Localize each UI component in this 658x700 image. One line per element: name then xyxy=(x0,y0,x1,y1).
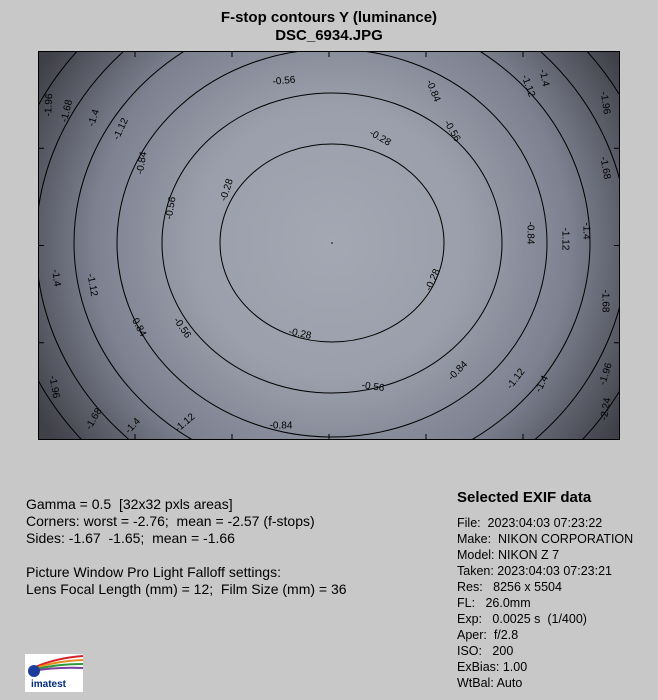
contour-label: -1.12 xyxy=(172,411,198,435)
plot-background xyxy=(38,51,620,440)
contour-label: -0.84 xyxy=(423,78,443,104)
contour-label: -2.24 xyxy=(598,396,614,422)
exif-row: Make: NIKON CORPORATION xyxy=(457,532,634,546)
contour-label: -0.56 xyxy=(163,195,179,221)
contour-label: -0.84 xyxy=(127,313,149,339)
contour-label: -1.96 xyxy=(43,93,56,117)
exif-row: Res: 8256 x 5504 xyxy=(457,580,562,594)
contour-label: -0.56 xyxy=(272,74,296,88)
contour-label: -1.4 xyxy=(123,416,144,437)
contour-label: -0.28 xyxy=(287,326,313,342)
exif-title: Selected EXIF data xyxy=(457,489,592,506)
pw-settings-title: Picture Window Pro Light Falloff settings: xyxy=(26,564,281,580)
contour-label: -1.4 xyxy=(533,373,551,395)
contour-label: -0.84 xyxy=(134,150,150,176)
contour-label: -0.28 xyxy=(367,127,393,149)
corners-text: Corners: worst = -2.76; mean = -2.57 (f-stops) xyxy=(26,513,315,529)
contour-label: -1.96 xyxy=(597,361,615,387)
exif-row: FL: 26.0mm xyxy=(457,596,531,610)
exif-row: ExBias: 1.00 xyxy=(457,660,528,674)
exif-row: Exp: 0.0025 s (1/400) xyxy=(457,612,587,626)
center-marker xyxy=(331,242,333,244)
pw-settings-values: Lens Focal Length (mm) = 12; Film Size (mm) = 36 xyxy=(26,581,347,597)
contour-label: -1.4 xyxy=(86,108,103,128)
contour-label: -1.12 xyxy=(111,116,131,142)
contour-label: -1.68 xyxy=(83,406,105,432)
exif-row: Model: NIKON Z 7 xyxy=(457,548,560,562)
contour-label: -0.28 xyxy=(218,177,236,203)
contour-label: -1.68 xyxy=(599,289,611,313)
chart-title: F-stop contours Y (luminance) xyxy=(220,9,438,26)
imatest-logo xyxy=(25,654,83,692)
exif-row: Taken: 2023:04:03 07:23:21 xyxy=(457,564,612,578)
contour-label: -1.4 xyxy=(580,222,592,240)
contour-label: -0.84 xyxy=(269,420,293,432)
contour-label: -1.96 xyxy=(46,374,62,400)
contour-label: -0.56 xyxy=(170,315,193,341)
exif-row: ISO: 200 xyxy=(457,644,514,658)
chart-subtitle: DSC_6934.JPG xyxy=(275,27,383,44)
contour-label: -1.4 xyxy=(49,268,63,288)
contour-label: -0.28 xyxy=(423,267,443,293)
exif-row: WtBal: Auto xyxy=(457,676,523,690)
contour-label: -1.12 xyxy=(84,272,100,298)
contour-label: -1.68 xyxy=(597,155,613,181)
logo-mark-icon xyxy=(25,654,83,680)
contour-label: -1.12 xyxy=(559,227,571,251)
sides-text: Sides: -1.67 -1.65; mean = -1.66 xyxy=(26,530,235,546)
contour-label: -0.84 xyxy=(524,221,536,245)
contour-label: -0.56 xyxy=(360,380,386,395)
logo-text: imatest xyxy=(31,679,67,690)
contour-label: -0.56 xyxy=(441,118,463,144)
contour-label: -1.12 xyxy=(504,366,528,392)
contour-plot xyxy=(38,51,620,440)
contour-label: -1.4 xyxy=(536,68,552,88)
exif-row: Aper: f/2.8 xyxy=(457,628,519,642)
gamma-text: Gamma = 0.5 [32x32 pxls areas] xyxy=(26,496,233,512)
contour-label: -1.12 xyxy=(518,73,537,99)
contour-label: -1.96 xyxy=(597,90,612,116)
contour-label: -1.68 xyxy=(59,98,76,124)
contour-label: -0.84 xyxy=(446,359,471,384)
exif-row: File: 2023:04:03 07:23:22 xyxy=(457,516,603,530)
